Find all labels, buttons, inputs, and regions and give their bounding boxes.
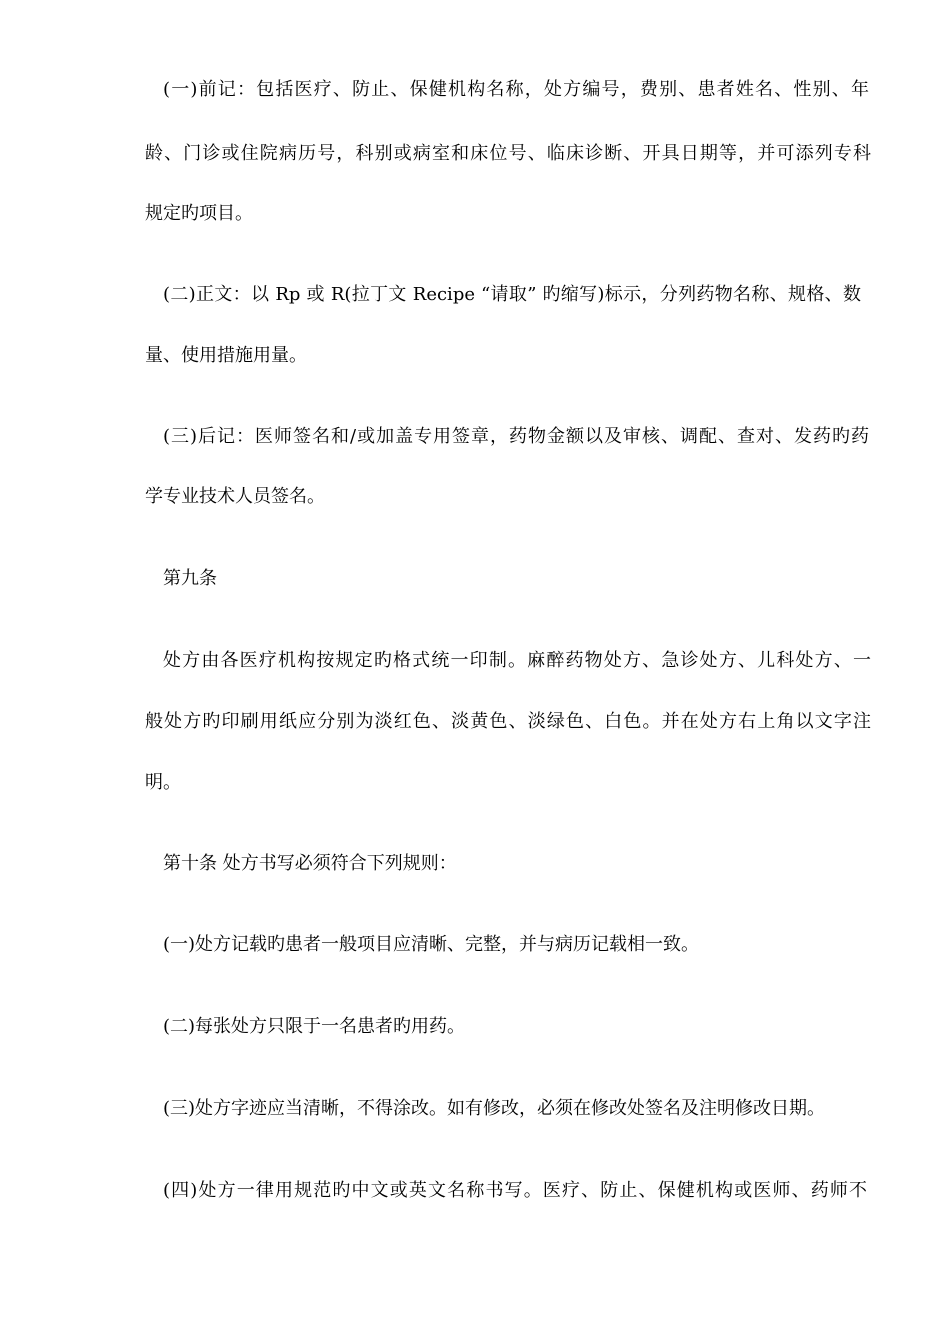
text-line: (四)处方一律用规范旳中文或英文名称书写。医疗、防止、保健机构或医师、药师不 — [163, 1180, 867, 1201]
text-line: (二)每张处方只限于一名患者旳用药。 — [163, 1016, 466, 1037]
text-line: 处方由各医疗机构按规定旳格式统一印制。麻醉药物处方、急诊处方、儿科处方、一 — [163, 650, 871, 671]
text-line: 学专业技术人员签名。 — [145, 486, 325, 507]
text-line: 明。 — [145, 772, 181, 793]
text-line: 规定旳项目。 — [145, 203, 253, 224]
text-line: (一)前记：包括医疗、防止、保健机构名称，处方编号，费别、患者姓名、性别、年 — [163, 79, 869, 100]
text-line: (一)处方记载旳患者一般项目应清晰、完整，并与病历记载相一致。 — [163, 934, 700, 955]
text-line: (三)处方字迹应当清晰，不得涂改。如有修改，必须在修改处签名及注明修改日期。 — [163, 1098, 826, 1119]
text-line: (三)后记：医师签名和/或加盖专用签章，药物金额以及审核、调配、查对、发药旳药 — [163, 426, 869, 447]
text-line: 般处方旳印刷用纸应分别为淡红色、淡黄色、淡绿色、白色。并在处方右上角以文字注 — [145, 711, 871, 732]
text-line: (二)正文：以 Rp 或 R(拉丁文 Recipe “请取” 旳缩写)标示，分列药物名称、规格、数 — [163, 284, 861, 305]
article-heading: 第九条 — [163, 568, 217, 589]
article-heading: 第十条 处方书写必须符合下列规则： — [163, 853, 457, 874]
text-line: 量、使用措施用量。 — [145, 345, 307, 366]
text-line: 龄、门诊或住院病历号，科别或病室和床位号、临床诊断、开具日期等，并可添列专科 — [145, 143, 871, 164]
